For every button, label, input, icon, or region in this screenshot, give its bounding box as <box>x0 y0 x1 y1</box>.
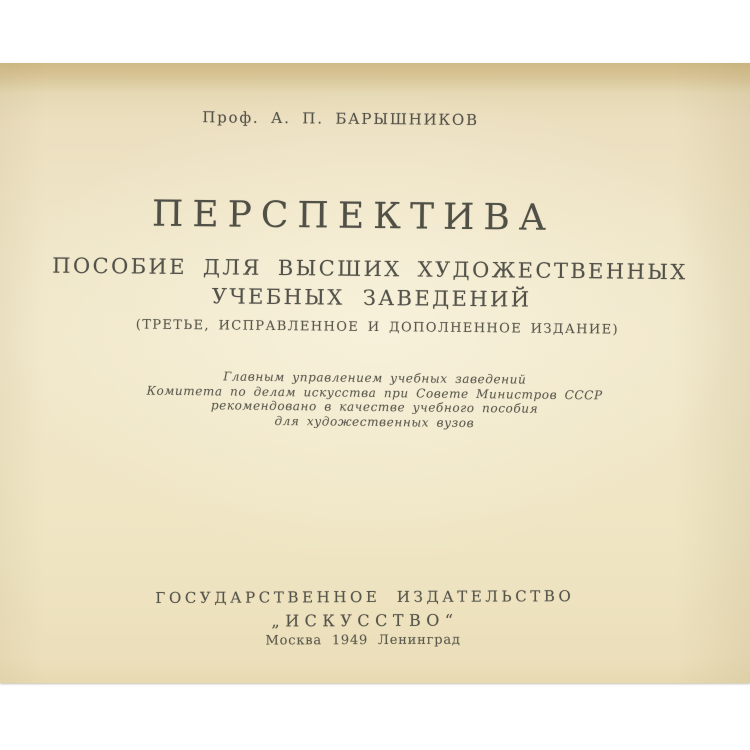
subtitle-line-1: ПОСОБИЕ ДЛЯ ВЫСШИХ ХУДОЖЕСТВЕННЫХ <box>52 253 688 285</box>
publisher-imprint: Москва 1949 Ленинград <box>265 632 461 649</box>
title-page <box>0 63 750 683</box>
approval-line-1: Главным управлением учебных заведений <box>223 369 527 387</box>
publisher-brand: „ИСКУССТВО“ <box>271 610 459 631</box>
book-page-photo <box>0 63 750 683</box>
book-title: ПЕРСПЕКТИВА <box>151 193 556 239</box>
approval-note <box>0 367 750 433</box>
subtitle-line-2: УЧЕБНЫХ ЗАВЕДЕНИЙ <box>211 284 532 312</box>
author-line: Проф. А. П. БАРЫШНИКОВ <box>202 108 479 130</box>
title-page-upper-block <box>3 59 750 430</box>
publisher-name: ГОСУДАРСТВЕННОЕ ИЗДАТЕЛЬСТВО <box>155 587 575 607</box>
approval-line-3: рекомендовано в качестве учебного пособия <box>210 398 539 416</box>
approval-line-2: Комитета по делам искусства при Совете Министров СССР <box>146 383 603 402</box>
edition-note: (ТРЕТЬЕ, ИСПРАВЛЕННОЕ И ДОПОЛНЕННОЕ ИЗДАНИЕ) <box>135 317 620 338</box>
approval-line-4: для художественных вузов <box>274 413 475 430</box>
